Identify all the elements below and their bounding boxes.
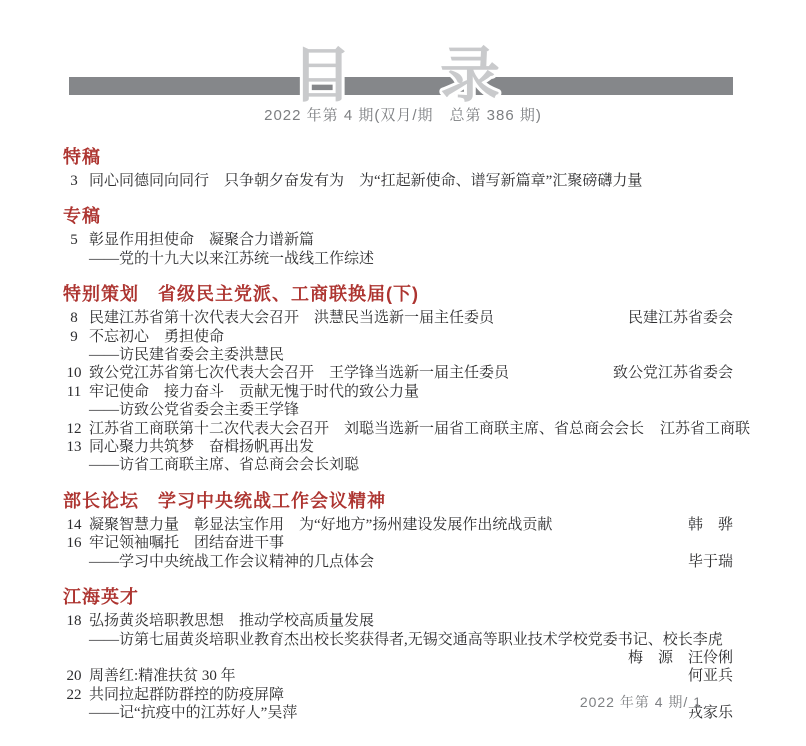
entry-author: 梅 源 汪伶俐: [627, 649, 733, 666]
page-number: 20: [66, 668, 82, 685]
toc-entry-line: [63, 516, 733, 534]
page-number: 14: [66, 516, 82, 533]
entry-title: ——访省工商联主席、省总商会会长刘聪: [89, 457, 360, 474]
page-number: 16: [66, 535, 82, 552]
toc-entry-line: [63, 309, 733, 327]
toc-section: [63, 146, 733, 190]
page-number: 12: [66, 420, 82, 437]
entry-title: ——记“抗疫中的江苏好人”吴萍: [89, 705, 298, 722]
page-title-text: 目 录: [292, 42, 514, 108]
toc-entry-line: [63, 456, 733, 474]
page-number: 18: [66, 613, 82, 630]
entry-title: 不忘初心 勇担使命: [89, 328, 225, 345]
page-number: 13: [66, 439, 82, 456]
section-title: 部长论坛 学习中央统战工作会议精神: [63, 490, 386, 511]
toc-section: [63, 205, 733, 268]
toc-entry-line: [63, 534, 733, 552]
page-number: 9: [70, 328, 78, 345]
page-title: [0, 24, 806, 108]
entry-title: 江苏省工商联第十二次代表大会召开 刘聪当选新一届省工商联主席、省总商会会长: [89, 420, 645, 437]
entry-title: 牢记使命 接力奋斗 贡献无愧于时代的致公力量: [89, 383, 420, 400]
entry-title: 弘扬黄炎培职教思想 推动学校高质量发展: [89, 613, 375, 630]
toc-entry-line: [63, 231, 733, 249]
toc-entry-line: [63, 172, 733, 190]
toc-entry-line: [63, 612, 733, 630]
toc-entry-line: [63, 420, 751, 438]
toc-entry-line: [63, 250, 733, 268]
entry-title: ——党的十九大以来江苏统一战线工作综述: [89, 250, 375, 267]
toc-section: [63, 490, 733, 571]
entry-author: 民建江苏省委会: [627, 310, 733, 327]
entry-title: 同心同德同向同行 只争朝夕奋发有为 为“扛起新使命、谱写新篇章”汇聚磅礴力量: [89, 173, 643, 189]
entry-author: 何亚兵: [687, 668, 733, 685]
toc-section: [63, 283, 751, 475]
toc-sections: [63, 146, 751, 723]
entry-title: 凝聚智慧力量 彰显法宝作用 为“好地方”扬州建设发展作出统战贡献: [89, 516, 553, 533]
entry-title: 共同拉起群防群控的防疫屏障: [89, 686, 285, 703]
entry-title: ——学习中央统战工作会议精神的几点体会: [89, 553, 375, 570]
toc-entry-line: [63, 667, 733, 685]
toc-entry-line: [63, 649, 733, 667]
entry-author: 致公党江苏省委会: [612, 365, 733, 382]
page-number: 8: [70, 310, 78, 327]
page-number: 10: [66, 365, 82, 382]
toc-entry-line: [63, 631, 733, 649]
toc-entry-line: [63, 328, 733, 346]
entry-title: ——访致公党省委会主委王学锋: [89, 402, 300, 419]
page-number: 11: [66, 383, 82, 400]
issue-info: 2022 年第 4 期(双月/期 总第 386 期): [264, 107, 542, 124]
section-title: 专稿: [63, 206, 101, 227]
entry-title: 周善红:精准扶贫 30 年: [89, 668, 236, 685]
entry-title: 彰显作用担使命 凝聚合力谱新篇: [89, 232, 315, 249]
toc-entry-line: [63, 553, 733, 571]
page-number: 5: [70, 232, 78, 249]
toc-entry-line: [63, 383, 733, 401]
page-number: 3: [70, 173, 78, 189]
entry-title: 同心聚力共筑梦 奋楫扬帆再出发: [89, 439, 315, 456]
section-title: 江海英才: [63, 587, 139, 608]
section-title: 特稿: [63, 147, 101, 167]
entry-title: ——访民建省委会主委洪慧民: [89, 347, 285, 364]
entry-author: 江苏省工商联: [660, 420, 751, 437]
entry-author: 戎家乐: [687, 705, 733, 722]
entry-author: 韩 骅: [687, 516, 733, 533]
toc-entry-line: [63, 401, 733, 419]
section-title: 特别策划 省级民主党派、工商联换届(下): [63, 284, 419, 305]
entry-title: 致公党江苏省第七次代表大会召开 王学锋当选新一届主任委员: [89, 365, 510, 382]
entry-author: 毕于瑞: [687, 553, 733, 570]
page-number: 22: [66, 686, 82, 703]
entry-title: 民建江苏省第十次代表大会召开 洪慧民当选新一届主任委员: [89, 310, 495, 327]
toc-entry-line: [63, 346, 733, 364]
entry-title: ——访第七届黄炎培职业教育杰出校长奖获得者,无锡交通高等职业技术学校党委书记、校长李虎: [89, 631, 723, 648]
page-footer: 2022 年第 4 期/ 1: [579, 694, 702, 710]
entry-title: 牢记领袖嘱托 团结奋进干事: [89, 535, 285, 552]
toc-entry-line: [63, 364, 733, 382]
toc-entry-line: [63, 438, 733, 456]
